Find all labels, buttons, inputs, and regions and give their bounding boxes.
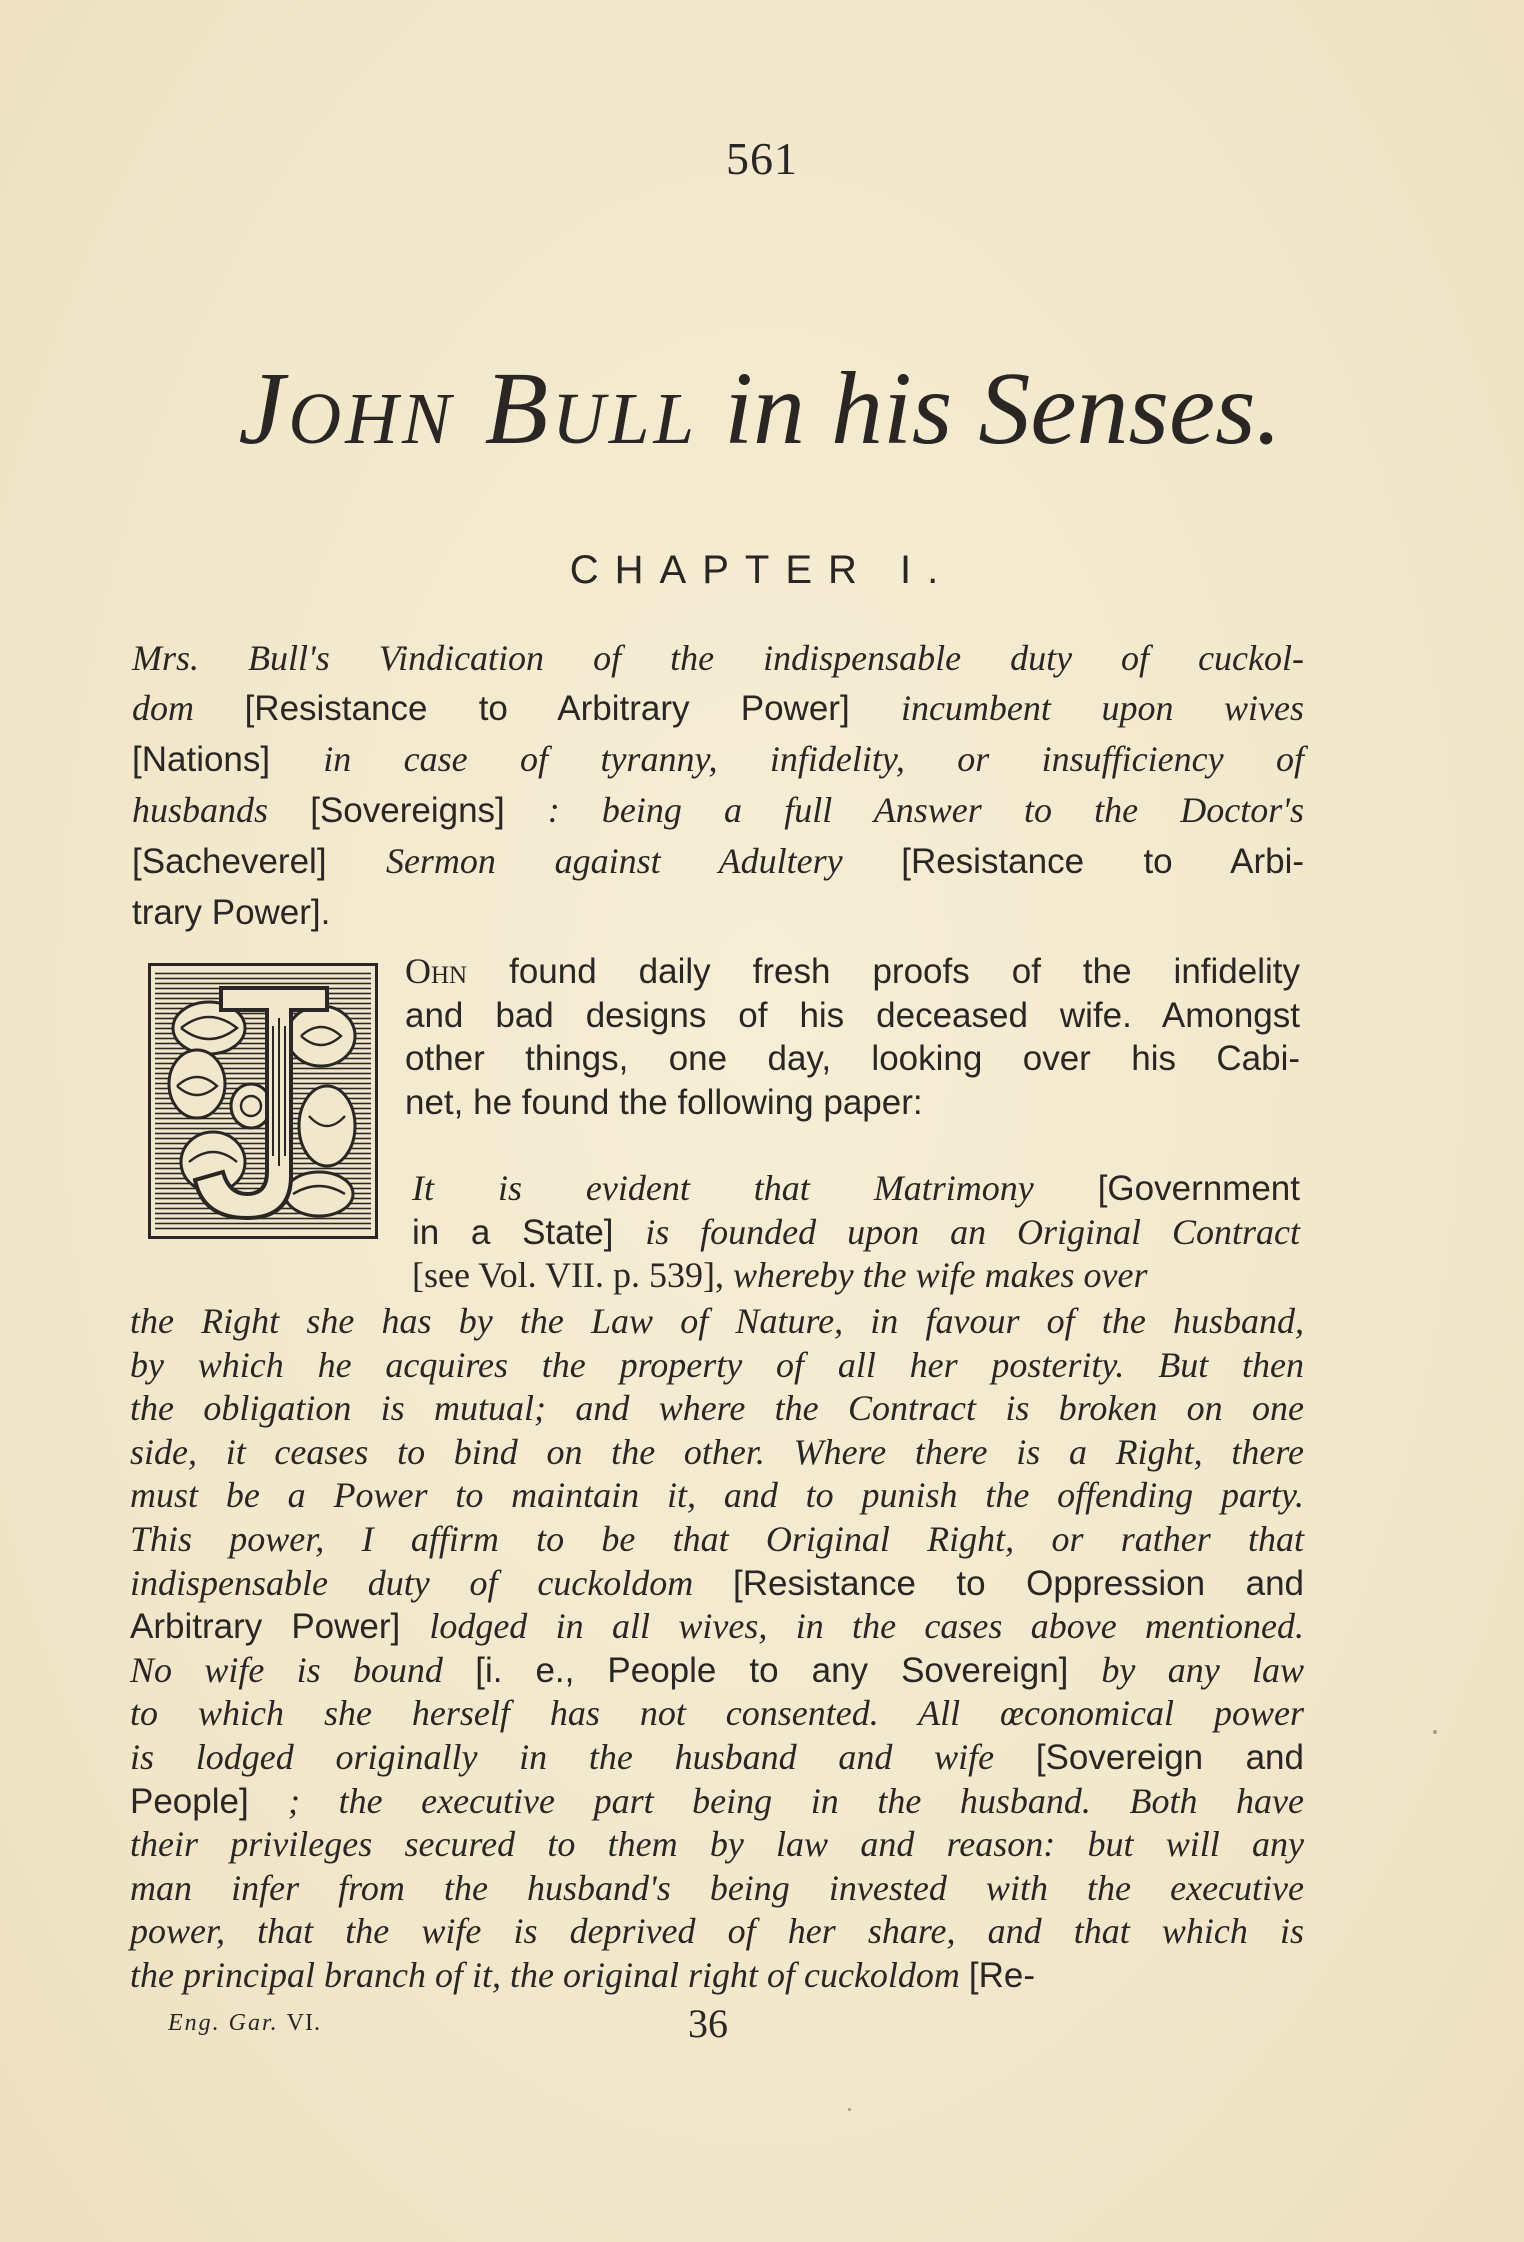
text-run: the Right she has by the Law of Nature, in favour of the husband, — [130, 1301, 1304, 1341]
text-line — [130, 1474, 1304, 1518]
text-run: [Government — [1097, 1169, 1300, 1208]
text-line — [130, 1736, 1304, 1780]
text-run: in a State] — [412, 1212, 646, 1252]
text-run: lodged in all wives, in the cases above mentioned. — [429, 1606, 1304, 1647]
text-run: by any law — [1101, 1649, 1304, 1690]
paper-speck — [848, 2108, 851, 2111]
text-run: net, he found the following paper: — [405, 1082, 923, 1122]
text-line — [130, 1649, 1304, 1693]
text-line — [130, 1431, 1304, 1475]
text-line — [130, 1605, 1304, 1649]
chapter-heading: CHAPTER I. — [569, 548, 955, 592]
text-line — [130, 1344, 1304, 1388]
text-run: [Sovereigns] — [310, 791, 548, 830]
text-run: [Resistance to Arbitrary Power] — [244, 689, 901, 728]
text-line — [132, 633, 1304, 683]
text-line — [132, 683, 1304, 734]
text-run: and bad designs of his deceased wife. Amongst — [405, 995, 1300, 1035]
text-line — [130, 1954, 1304, 1998]
text-run: the obligation is mutual; and where the Contract is broken on one — [130, 1388, 1304, 1429]
text-run: to which she herself has not consented. All œconomical power — [130, 1693, 1304, 1734]
text-run: is lodged originally in the husband and wife — [130, 1736, 1036, 1777]
text-run: Ohn — [405, 951, 468, 991]
text-line — [130, 1692, 1304, 1736]
text-run: must be a Power to maintain it, and to punish the offending party. — [130, 1475, 1304, 1516]
text-run: : being a full Answer to the Doctor's — [547, 790, 1304, 830]
text-line — [130, 1387, 1304, 1431]
text-run: trary Power]. — [132, 893, 331, 932]
text-run: Sermon against Adultery — [385, 841, 902, 881]
text-line — [130, 1823, 1304, 1867]
text-run: [Re- — [968, 1955, 1036, 1995]
text-line — [132, 836, 1304, 887]
paper-speck — [1433, 1730, 1437, 1734]
text-run: indispensable duty of cuckoldom — [130, 1562, 734, 1603]
text-run: [Resistance to Oppression and — [733, 1563, 1304, 1603]
text-run: side, it ceases to bind on the other. Where there is a Right, there — [130, 1431, 1304, 1472]
title-name: John Bull — [238, 351, 699, 466]
text-line — [405, 994, 1300, 1038]
text-run: Mrs. — [132, 638, 249, 678]
dropcap-ornament — [148, 963, 378, 1239]
text-run: People] — [130, 1781, 289, 1821]
text-run: by which he acquires the property of all her posterity. But then — [130, 1344, 1304, 1385]
text-line — [412, 1167, 1300, 1211]
text-run: [Sacheverel] — [132, 842, 386, 881]
text-run: [Nations] — [132, 740, 324, 779]
text-line — [132, 734, 1304, 785]
text-run: incumbent upon wives — [900, 688, 1304, 728]
text-run: whereby the wife makes over — [732, 1255, 1148, 1296]
text-run: [Resistance to Arbi- — [901, 842, 1304, 881]
text-run: It is evident that Matrimony — [412, 1168, 1098, 1208]
text-line — [130, 1300, 1304, 1344]
quoted-paper-start — [412, 1167, 1300, 1298]
text-run: husbands — [132, 790, 311, 830]
title-rest: in his Senses. — [724, 351, 1282, 466]
text-line — [412, 1211, 1300, 1255]
signature-number: 36 — [688, 2001, 728, 2046]
text-run: their privileges secured to them by law and reason: but will any — [130, 1824, 1304, 1865]
text-run: [Sovereign and — [1035, 1737, 1304, 1777]
page-number: 561 — [726, 133, 798, 184]
text-run: found daily fresh proofs of the infidelity — [467, 952, 1300, 991]
text-run: Bull — [248, 638, 309, 678]
text-line — [130, 1910, 1304, 1954]
text-run: [see Vol. VII. p. 539], — [412, 1255, 733, 1296]
text-run: power, that the wife is deprived of her share, and that which is — [130, 1911, 1304, 1952]
text-line — [132, 887, 1304, 938]
signature-title: Eng. Gar. — [168, 2010, 279, 2036]
signature-volume: VI. — [286, 2010, 321, 2036]
page-title — [130, 352, 1390, 466]
text-run: man infer from the husband's being invested with the executive — [130, 1867, 1304, 1908]
text-run: 's Vindication of the indispensable duty of cuckol- — [308, 638, 1304, 678]
text-line — [405, 1081, 1300, 1125]
text-line — [130, 1562, 1304, 1606]
text-line — [130, 1867, 1304, 1911]
text-run: No wife is bound — [130, 1649, 476, 1690]
text-line — [130, 1518, 1304, 1562]
text-line — [132, 785, 1304, 836]
opening-paragraph — [405, 950, 1300, 1124]
text-run: This power, I affirm to be that Original Right, or rather that — [130, 1518, 1304, 1559]
text-line — [412, 1254, 1300, 1298]
text-run: other things, one day, looking over his Cabi- — [405, 1039, 1300, 1079]
text-run: in case of tyranny, infidelity, or insufficiency of — [323, 739, 1304, 779]
text-line — [405, 1037, 1300, 1081]
text-run: ; the executive part being in the husband. Both have — [288, 1780, 1304, 1821]
text-line — [130, 1780, 1304, 1824]
text-run: the principal branch of it, the original right of cuckoldom — [130, 1954, 969, 1995]
text-line — [405, 950, 1300, 994]
chapter-summary — [132, 633, 1304, 938]
quoted-paper-body — [130, 1300, 1304, 1998]
signature-mark — [168, 2010, 321, 2037]
text-run: [i. e., People to any Sovereign] — [475, 1650, 1102, 1690]
text-run: dom — [132, 688, 245, 728]
text-run: is founded upon an Original Contract — [645, 1211, 1300, 1252]
text-run: Arbitrary Power] — [130, 1607, 430, 1647]
